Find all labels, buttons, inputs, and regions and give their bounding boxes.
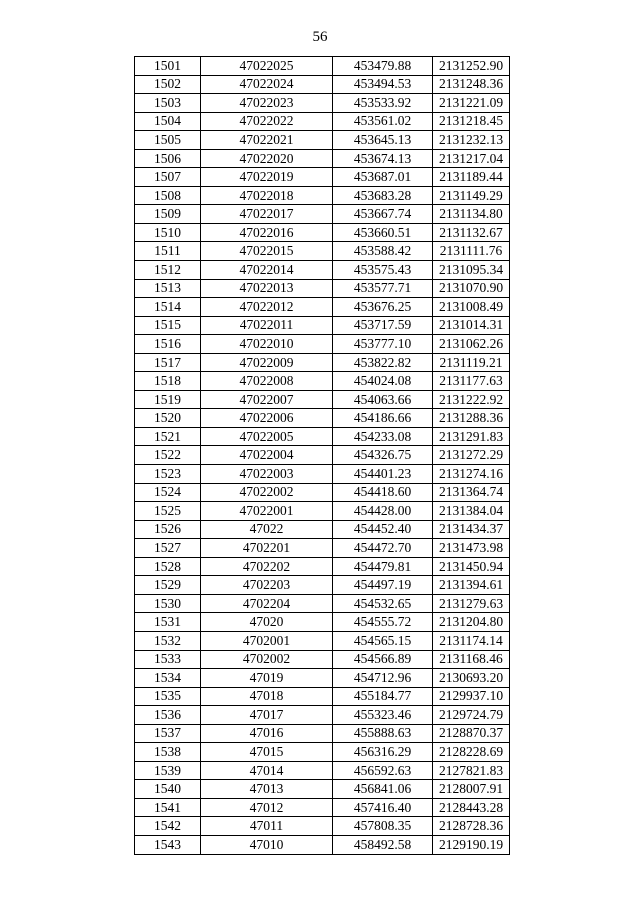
point-id-cell: 4702202 [201,557,333,576]
x-coordinate-cell: 454428.00 [333,502,433,521]
x-coordinate-cell: 456316.29 [333,743,433,762]
row-number-cell: 1527 [135,539,201,558]
row-number-cell: 1532 [135,631,201,650]
x-coordinate-cell: 454565.15 [333,631,433,650]
table-row [135,835,510,854]
row-number-cell: 1511 [135,242,201,261]
point-id-cell: 47018 [201,687,333,706]
x-coordinate-cell: 457416.40 [333,798,433,817]
point-id-cell: 47012 [201,798,333,817]
table-row [135,520,510,539]
point-id-cell: 47011 [201,817,333,836]
row-number-cell: 1540 [135,780,201,799]
y-coordinate-cell: 2131450.94 [433,557,510,576]
table-row [135,223,510,242]
y-coordinate-cell: 2131218.45 [433,112,510,131]
point-id-cell: 47022004 [201,446,333,465]
table-row [135,594,510,613]
y-coordinate-cell: 2131095.34 [433,261,510,280]
point-id-cell: 4702203 [201,576,333,595]
row-number-cell: 1535 [135,687,201,706]
row-number-cell: 1502 [135,75,201,94]
point-id-cell: 47022016 [201,223,333,242]
point-id-cell: 47014 [201,761,333,780]
y-coordinate-cell: 2131288.36 [433,409,510,428]
table-row [135,57,510,76]
y-coordinate-cell: 2131174.14 [433,631,510,650]
x-coordinate-cell: 454326.75 [333,446,433,465]
table-row [135,261,510,280]
point-id-cell: 47022022 [201,112,333,131]
row-number-cell: 1515 [135,316,201,335]
y-coordinate-cell: 2131473.98 [433,539,510,558]
table-row [135,149,510,168]
table-row [135,631,510,650]
row-number-cell: 1503 [135,94,201,113]
x-coordinate-cell: 453822.82 [333,353,433,372]
table-row [135,687,510,706]
point-id-cell: 47022009 [201,353,333,372]
x-coordinate-cell: 453645.13 [333,131,433,150]
y-coordinate-cell: 2131222.92 [433,390,510,409]
y-coordinate-cell: 2131384.04 [433,502,510,521]
table-row [135,205,510,224]
coordinates-table [134,56,510,855]
point-id-cell: 47022013 [201,279,333,298]
point-id-cell: 47022008 [201,372,333,391]
point-id-cell: 47022019 [201,168,333,187]
row-number-cell: 1521 [135,427,201,446]
point-id-cell: 47013 [201,780,333,799]
row-number-cell: 1520 [135,409,201,428]
row-number-cell: 1529 [135,576,201,595]
row-number-cell: 1542 [135,817,201,836]
y-coordinate-cell: 2128228.69 [433,743,510,762]
row-number-cell: 1533 [135,650,201,669]
table-row [135,131,510,150]
row-number-cell: 1513 [135,279,201,298]
table-row [135,780,510,799]
y-coordinate-cell: 2131014.31 [433,316,510,335]
x-coordinate-cell: 454472.70 [333,539,433,558]
row-number-cell: 1530 [135,594,201,613]
row-number-cell: 1501 [135,57,201,76]
point-id-cell: 47022010 [201,335,333,354]
x-coordinate-cell: 454479.81 [333,557,433,576]
point-id-cell: 47016 [201,724,333,743]
x-coordinate-cell: 454233.08 [333,427,433,446]
y-coordinate-cell: 2131119.21 [433,353,510,372]
x-coordinate-cell: 453687.01 [333,168,433,187]
point-id-cell: 4702002 [201,650,333,669]
row-number-cell: 1516 [135,335,201,354]
x-coordinate-cell: 453683.28 [333,186,433,205]
point-id-cell: 47022020 [201,149,333,168]
point-id-cell: 4702001 [201,631,333,650]
table-row [135,94,510,113]
point-id-cell: 47017 [201,706,333,725]
row-number-cell: 1517 [135,353,201,372]
table-row [135,409,510,428]
point-id-cell: 47019 [201,669,333,688]
y-coordinate-cell: 2131364.74 [433,483,510,502]
table-row [135,390,510,409]
x-coordinate-cell: 456841.06 [333,780,433,799]
y-coordinate-cell: 2131248.36 [433,75,510,94]
y-coordinate-cell: 2131177.63 [433,372,510,391]
point-id-cell: 47015 [201,743,333,762]
table-row [135,743,510,762]
x-coordinate-cell: 457808.35 [333,817,433,836]
row-number-cell: 1514 [135,298,201,317]
row-number-cell: 1523 [135,465,201,484]
table-row [135,613,510,632]
y-coordinate-cell: 2131272.29 [433,446,510,465]
table-row [135,761,510,780]
x-coordinate-cell: 454532.65 [333,594,433,613]
y-coordinate-cell: 2131168.46 [433,650,510,669]
x-coordinate-cell: 453479.88 [333,57,433,76]
x-coordinate-cell: 454024.08 [333,372,433,391]
point-id-cell: 47022017 [201,205,333,224]
row-number-cell: 1509 [135,205,201,224]
y-coordinate-cell: 2128870.37 [433,724,510,743]
table-row [135,650,510,669]
table-row [135,298,510,317]
table-row [135,75,510,94]
y-coordinate-cell: 2131279.63 [433,594,510,613]
row-number-cell: 1524 [135,483,201,502]
y-coordinate-cell: 2131394.61 [433,576,510,595]
row-number-cell: 1518 [135,372,201,391]
coordinates-table-body [135,57,510,855]
table-row [135,576,510,595]
y-coordinate-cell: 2131149.29 [433,186,510,205]
x-coordinate-cell: 454452.40 [333,520,433,539]
y-coordinate-cell: 2131252.90 [433,57,510,76]
table-row [135,483,510,502]
row-number-cell: 1537 [135,724,201,743]
x-coordinate-cell: 454418.60 [333,483,433,502]
x-coordinate-cell: 454401.23 [333,465,433,484]
point-id-cell: 47022015 [201,242,333,261]
x-coordinate-cell: 455888.63 [333,724,433,743]
point-id-cell: 47022021 [201,131,333,150]
point-id-cell: 47022018 [201,186,333,205]
point-id-cell: 47022002 [201,483,333,502]
row-number-cell: 1539 [135,761,201,780]
row-number-cell: 1543 [135,835,201,854]
y-coordinate-cell: 2131132.67 [433,223,510,242]
table-row [135,335,510,354]
x-coordinate-cell: 455323.46 [333,706,433,725]
y-coordinate-cell: 2129724.79 [433,706,510,725]
table-row [135,724,510,743]
point-id-cell: 47022006 [201,409,333,428]
x-coordinate-cell: 453777.10 [333,335,433,354]
table-row [135,669,510,688]
x-coordinate-cell: 453676.25 [333,298,433,317]
row-number-cell: 1534 [135,669,201,688]
row-number-cell: 1505 [135,131,201,150]
x-coordinate-cell: 454712.96 [333,669,433,688]
point-id-cell: 47022023 [201,94,333,113]
x-coordinate-cell: 454555.72 [333,613,433,632]
table-row [135,817,510,836]
x-coordinate-cell: 453494.53 [333,75,433,94]
table-row [135,279,510,298]
y-coordinate-cell: 2130693.20 [433,669,510,688]
point-id-cell: 47022003 [201,465,333,484]
y-coordinate-cell: 2131008.49 [433,298,510,317]
point-id-cell: 47022 [201,520,333,539]
point-id-cell: 47010 [201,835,333,854]
y-coordinate-cell: 2129937.10 [433,687,510,706]
table-row [135,186,510,205]
table-row [135,798,510,817]
table-row [135,465,510,484]
point-id-cell: 47022011 [201,316,333,335]
table-row [135,168,510,187]
x-coordinate-cell: 453577.71 [333,279,433,298]
point-id-cell: 4702204 [201,594,333,613]
table-row [135,427,510,446]
y-coordinate-cell: 2131221.09 [433,94,510,113]
row-number-cell: 1525 [135,502,201,521]
y-coordinate-cell: 2131274.16 [433,465,510,484]
table-row [135,446,510,465]
point-id-cell: 47022012 [201,298,333,317]
point-id-cell: 47022025 [201,57,333,76]
table-row [135,242,510,261]
row-number-cell: 1512 [135,261,201,280]
y-coordinate-cell: 2128007.91 [433,780,510,799]
x-coordinate-cell: 453717.59 [333,316,433,335]
y-coordinate-cell: 2127821.83 [433,761,510,780]
x-coordinate-cell: 456592.63 [333,761,433,780]
table-row [135,112,510,131]
y-coordinate-cell: 2131062.26 [433,335,510,354]
table-row [135,539,510,558]
table-row [135,372,510,391]
table-row [135,316,510,335]
x-coordinate-cell: 458492.58 [333,835,433,854]
point-id-cell: 47022007 [201,390,333,409]
row-number-cell: 1536 [135,706,201,725]
y-coordinate-cell: 2129190.19 [433,835,510,854]
row-number-cell: 1519 [135,390,201,409]
y-coordinate-cell: 2131232.13 [433,131,510,150]
row-number-cell: 1506 [135,149,201,168]
point-id-cell: 47022001 [201,502,333,521]
x-coordinate-cell: 453575.43 [333,261,433,280]
row-number-cell: 1538 [135,743,201,762]
x-coordinate-cell: 455184.77 [333,687,433,706]
point-id-cell: 4702201 [201,539,333,558]
y-coordinate-cell: 2131204.80 [433,613,510,632]
row-number-cell: 1507 [135,168,201,187]
x-coordinate-cell: 453674.13 [333,149,433,168]
row-number-cell: 1510 [135,223,201,242]
x-coordinate-cell: 453533.92 [333,94,433,113]
table-row [135,353,510,372]
row-number-cell: 1541 [135,798,201,817]
point-id-cell: 47022014 [201,261,333,280]
table-row [135,706,510,725]
row-number-cell: 1531 [135,613,201,632]
y-coordinate-cell: 2131111.76 [433,242,510,261]
point-id-cell: 47022024 [201,75,333,94]
x-coordinate-cell: 453588.42 [333,242,433,261]
row-number-cell: 1526 [135,520,201,539]
x-coordinate-cell: 454497.19 [333,576,433,595]
point-id-cell: 47022005 [201,427,333,446]
x-coordinate-cell: 453561.02 [333,112,433,131]
y-coordinate-cell: 2128443.28 [433,798,510,817]
point-id-cell: 47020 [201,613,333,632]
row-number-cell: 1508 [135,186,201,205]
y-coordinate-cell: 2128728.36 [433,817,510,836]
y-coordinate-cell: 2131291.83 [433,427,510,446]
y-coordinate-cell: 2131434.37 [433,520,510,539]
row-number-cell: 1504 [135,112,201,131]
table-row [135,502,510,521]
page-number: 56 [312,29,328,45]
table-row [135,557,510,576]
y-coordinate-cell: 2131189.44 [433,168,510,187]
row-number-cell: 1522 [135,446,201,465]
y-coordinate-cell: 2131070.90 [433,279,510,298]
y-coordinate-cell: 2131217.04 [433,149,510,168]
y-coordinate-cell: 2131134.80 [433,205,510,224]
x-coordinate-cell: 454063.66 [333,390,433,409]
x-coordinate-cell: 453660.51 [333,223,433,242]
x-coordinate-cell: 454186.66 [333,409,433,428]
x-coordinate-cell: 454566.89 [333,650,433,669]
x-coordinate-cell: 453667.74 [333,205,433,224]
row-number-cell: 1528 [135,557,201,576]
